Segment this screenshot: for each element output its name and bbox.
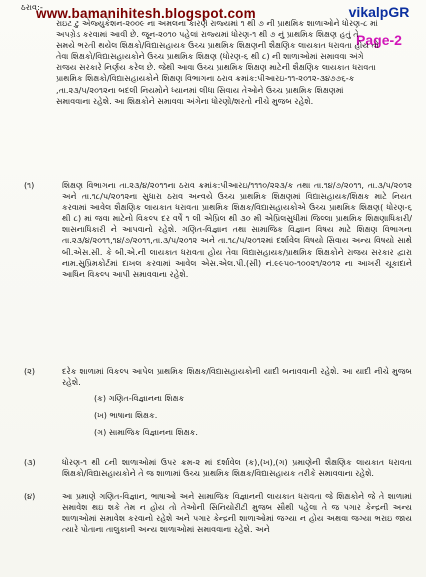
sub-item: (ખ) ભાષાના શિક્ષક. (94, 410, 158, 420)
item-text: આ પ્રમાણે ગણિત-વિજ્ઞાન, ભાષાઓ અને સામાજિક વિજ્ઞાનની લાયકાત ધરાવતા જે શિક્ષકોને જે તે શાળામાં સમાવેશ થઇ શકે તેમ ન હોય તો તેઓની સિનિયોરીટી મુજબ સૌથી પહેલા તે જ પગાર કેન્દ્રની અન્ય શાળાઓમાં સમાવેશ કરવાનો રહેશે અને પગાર કેન્દ્રની શાળાઓમાં જગ્યા ન હોય અથવા જગ્યા ભરાઇ જાય ત્યારે પોતાના તાલુકાની અન્ય શાળાઓમાં સમાવવાના રહેશે. અને (62, 491, 412, 535)
sub-item: (ગ) સામાજિક વિજ્ઞાનના શિક્ષક. (94, 427, 198, 437)
item-number: (૪) (24, 491, 36, 501)
item-text: ધોરણ-૧ થી ૮ની શાળાઓમાં ઉપર ક્રમ-૨ માં દર્શાવેલ (ક),(ખ),(ગ) પ્રમાણેની શૈક્ષણિક લાયકાત ધરાવતા શિક્ષકો/વિદ્યાસહાયકોને તે જ શાળામાં ઉચ્ચ પ્રાથમિક શિક્ષક/વિદ્યાસહાયક તરીકે સમાવવાના રહેશે. (62, 457, 412, 479)
intro-paragraph: રાઇટ ટુ એજ્યુકેશન-૨૦૦૯ ના અમલના કારણે રાજ્યમાં ૧ થી ૭ ની પ્રાથમિક શાળાઓને ધોરણ-૮ માં અપગ્રેડ કરવામાં આવી છે. જૂન-૨૦૧૦ પહેલાં રાજ્યમાં ધોરણ-૧ થી ૭ નું પ્રાથમિક શિક્ષણ હતું તે સમયે ભરતી થયેલ શિક્ષકો/વિદ્યાસહાયક ઉચ્ચ પ્રાથમિક શિક્ષણની શૈક્ષણિક લાયકાત ધરાવતા હોય તો તેવા શિક્ષકો/વિદ્યાસહાયકોને ઉચ્ચ પ્રાથમિક શિક્ષણ (ધોરણ-૬ થી ૮) ની શાળાઓમાં સમાવવા અંગે રાજય સરકારે નિર્ણય કરેલ છે. જેથી આવા ઉચ્ચ પ્રાથમિક શિક્ષણ માટેની શૈક્ષણિક લાયકાત ધરાવતા પ્રાથમિક શિક્ષકો/વિદ્યાસહાયકોને શિક્ષણ વિભાગના ઠરાવ ક્રમાંક:પીઆરઇ-૧૧-૨૦૧૨-૩૪૭૭૬-ક ,તા.૨૩/૫/૨૦૧૨ના બદલી નિયમોને ધ્યાનમાં લીધા સિવાય તેઓને ઉચ્ચ પ્રાથમિક શિક્ષણમાં સમાવવાના રહેશે. આ શિક્ષકોને સમાવવા અંગેના ધોરણો/શરતો નીચે મુજબ રહેશે. (56, 18, 379, 106)
list-item (16, 366, 414, 388)
sub-item: (ક) ગણિત-વિજ્ઞાનના શિક્ષક (94, 393, 185, 403)
item-number: (૩) (24, 457, 36, 467)
item-number: (૨) (24, 366, 36, 376)
item-number: (૧) (24, 180, 35, 190)
list-item (16, 457, 414, 479)
resolution-heading: ઠરાવ:- (21, 2, 43, 12)
site-url: www.bamanihitesh.blogspot.com (36, 6, 256, 21)
list-item (16, 180, 414, 280)
badge-name: vikalpGR (348, 4, 410, 20)
item-text: દરેક શાળામાં વિકલ્પ આપેલ પ્રાથમિક શિક્ષક/વિદ્યાસહાયકોની યાદી બનાવવાની રહેશે. આ યાદી નીચે મુજબ રહેશે. (62, 366, 412, 388)
item-text: શિક્ષણ વિભાગના તા.૨૩/૪/૨૦૧૧ના ઠરાવ ક્રમાંક:પીઆરઇ/૧૧૧૦/૨૨૩/ક તથા તા.૧૪/૭/૨૦૧૧, તા.૩/૫/૨૦૧૨ અને તા.૧૮/૫/૨૦૧૨ના સુધારા ઠરાવ અન્વયે ઉચ્ચ પ્રાથમિક શિક્ષણમાં વિદ્યાસહાયક/શિક્ષક માટે નિયત કરવામાં આવેલ શૈક્ષણિક લાયકાત ધરાવતા પ્રાથમિક શિક્ષક/વિદ્યાસહાયકોએ ઉચ્ચ પ્રાથમિક શિક્ષણ( ધોરણ-૬ થી ૮) માં જવા માટેનો વિકલ્પ દર વર્ષે ૧ લી એપ્રિલ થી ૩૦ મી એપ્રિલસુધીમાં જિલ્લા પ્રાથમિક શિક્ષણાધિકારી/શાસનાધિકારી ને આપવાનો રહેશે. ગણિત-વિજ્ઞાન તથા સામાજિક વિજ્ઞાન વિષય માટે શિક્ષણ વિભાગના તા.૨૩/૪/૨૦૧૧,૧૪/૭/૨૦૧૧,તા.૩/૫/૨૦૧૨ અને તા.૧૮/૫/૨૦૧૨માં દર્શાવેલ વિષયો સિવાય અન્ય વિષયો સાથે બી.એસ.સી. કે બી.એ.ની લાયકાત ધરાવતા હોય તેવા વિદ્યાસહાયક/પ્રાથમિક શિક્ષકોને રાજય સરકાર દ્વારા નામ.સુપ્રિમકોર્ટમાં દાખલ કરવામાં આવેલ એસ.એલ.પી.(સી) નં.૯૯૫૦-૧૦૦૨૧/૨૦૧૨ ના આખરી ચૂકાદાને આધિન વિકલ્પ આપી સમાવવાના રહેશે. (62, 180, 412, 279)
list-item (16, 491, 414, 535)
badge-page: Page-2 (356, 32, 402, 48)
